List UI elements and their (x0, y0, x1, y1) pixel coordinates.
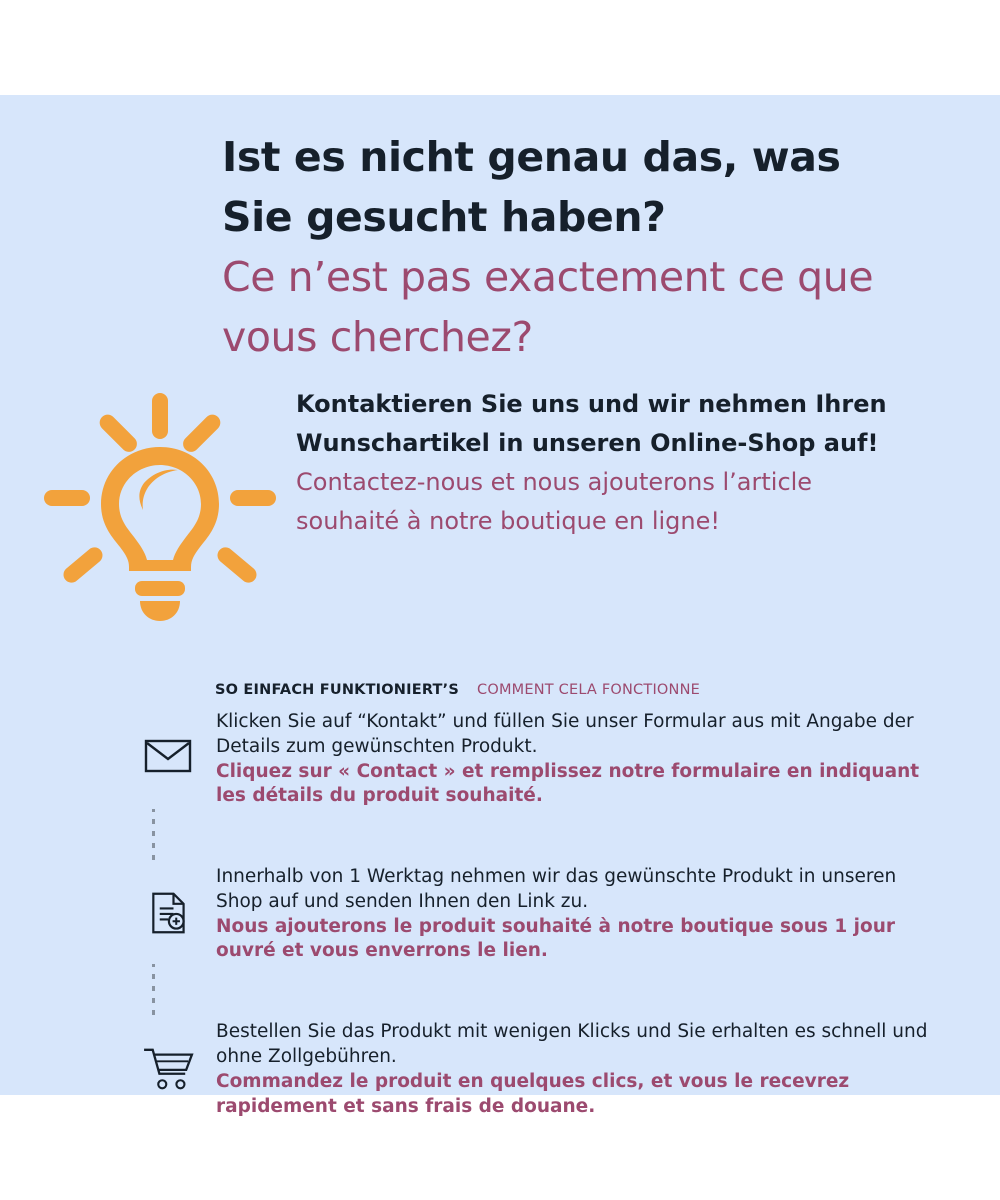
step-french: Commandez le produit en quelques clics, et vous le recevrez rapidement et sans frais de douane. (216, 1070, 850, 1117)
step-german: Bestellen Sie das Produkt mit wenigen Klicks und Sie erhalten es schnell und ohne Zollgebühren. (216, 1021, 928, 1068)
howto-steps (120, 710, 940, 1119)
step-german: Klicken Sie auf “Kontakt” und füllen Sie unser Formular aus mit Angabe der Details zum gewünschten Produkt. (216, 711, 914, 757)
step-item (120, 1020, 940, 1119)
lightbulb-icon (34, 385, 284, 635)
document-add-icon (120, 865, 216, 935)
envelope-icon (120, 710, 216, 776)
step-german: Innerhalb von 1 Werktag nehmen wir das gewünschte Produkt in unseren Shop auf und senden Ihnen den Link zu. (216, 866, 897, 912)
headline-block (222, 128, 922, 367)
step-french: Cliquez sur « Contact » et remplissez notre formulaire en indiquant les détails du produit souhaité. (216, 760, 920, 807)
step-text (216, 710, 940, 809)
step-french: Nous ajouterons le produit souhaité à notre boutique sous 1 jour ouvré et vous enverrons le lien. (216, 915, 895, 962)
step-text (216, 865, 940, 964)
step-text (216, 1020, 940, 1119)
howto-heading-german: SO EINFACH FUNKTIONIERT’S (215, 682, 459, 698)
howto-heading-french: COMMENT CELA FONCTIONNE (477, 682, 700, 698)
step-connector (120, 809, 940, 865)
step-connector (120, 964, 940, 1020)
howto-heading (215, 682, 700, 698)
intro-french: Contactez-nous et nous ajouterons l’article souhaité à notre boutique en ligne! (296, 467, 813, 535)
step-item (120, 865, 940, 964)
intro-german: Kontaktieren Sie uns und wir nehmen Ihren Wunschartikel in unseren Online-Shop auf! (296, 390, 887, 457)
shopping-cart-icon (120, 1020, 216, 1090)
headline-french: Ce n’est pas exactement ce que vous cherchez? (222, 252, 874, 361)
step-item (120, 710, 940, 809)
intro-block (296, 385, 896, 541)
headline-german: Ist es nicht genau das, was Sie gesucht haben? (222, 133, 841, 241)
